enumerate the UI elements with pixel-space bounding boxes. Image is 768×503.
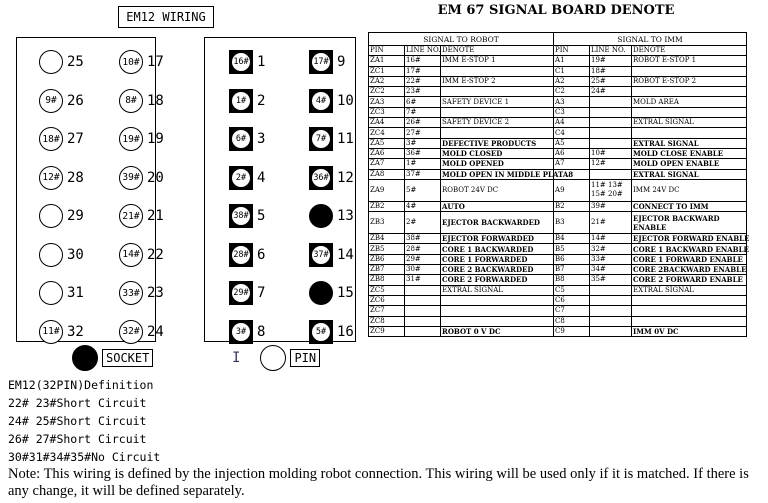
table-cell: ZB5 [369, 244, 405, 254]
table-cell: CORE 2 FORWARDED [441, 275, 554, 285]
table-row [369, 76, 747, 86]
pin-legend [232, 345, 320, 371]
table-cell: ZA3 [369, 97, 405, 107]
table-cell: 21# [590, 212, 632, 234]
table-cell: ZA8 [369, 169, 405, 179]
table-cell: ROBOT E-STOP 1 [632, 56, 747, 66]
table-cell: ZB3 [369, 212, 405, 234]
socket-pin-17 [119, 50, 164, 74]
table-cell: AUTO [441, 201, 554, 211]
pin-circle-icon: 3# [229, 320, 253, 344]
table-cell: ZA4 [369, 118, 405, 128]
pin-number: 22 [147, 246, 164, 263]
socket-legend [72, 345, 153, 371]
table-cell: C6 [554, 295, 590, 305]
pin-circle-icon: 4# [309, 89, 333, 113]
table-cell: IMM E-STOP 2 [441, 76, 554, 86]
table-cell: 30# [405, 265, 441, 275]
table-cell [632, 107, 747, 117]
pin-pin-7 [229, 281, 265, 305]
table-row [369, 201, 747, 211]
table-cell: ZB8 [369, 275, 405, 285]
pin-circle-icon: 5# [309, 320, 333, 344]
table-cell: EXTRAL SIGNAL [632, 169, 747, 179]
pin-circle-icon [39, 204, 63, 228]
pin-pin-11 [309, 127, 354, 151]
col-line-imm: LINE NO. [590, 46, 632, 56]
pin-number: 23 [147, 285, 164, 301]
table-cell [405, 326, 441, 336]
table-cell [590, 97, 632, 107]
table-cell [441, 316, 554, 326]
table-cell: 31# [405, 275, 441, 285]
table-cell: A9 [554, 179, 590, 201]
socket-pin-22 [119, 243, 164, 267]
col-line-robot: LINE NO. [406, 46, 441, 55]
pin-number: 16 [337, 323, 354, 340]
table-cell [632, 295, 747, 305]
definition-block [8, 376, 160, 466]
table-cell: A6 [554, 148, 590, 158]
table-cell: ZC7 [369, 306, 405, 316]
pin-number: 11 [337, 131, 354, 147]
table-cell: ZA9 [369, 179, 405, 201]
pin-number: 32 [67, 323, 84, 340]
socket-legend-label: SOCKET [102, 349, 153, 367]
table-cell: ZC9 [369, 326, 405, 336]
pin-circle-icon [309, 204, 333, 228]
pin-circle-icon: 19# [119, 127, 143, 151]
table-cell: 36# [405, 148, 441, 158]
table-cell: A4 [554, 118, 590, 128]
pin-circle-icon: 18# [39, 127, 63, 151]
table-cell: 27# [405, 128, 441, 138]
table-cell: MOLD OPENED [441, 159, 554, 169]
table-cell: 5# [405, 179, 441, 201]
table-cell: A2 [554, 76, 590, 86]
table-cell: ZA1 [369, 56, 405, 66]
table-cell: CONNECT TO IMM [632, 201, 747, 211]
socket-pin-21 [119, 204, 164, 228]
table-cell [441, 87, 554, 97]
socket-pin-19 [119, 127, 164, 151]
table-cell: 16# [405, 56, 441, 66]
table-cell [590, 295, 632, 305]
table-cell: B2 [554, 201, 590, 211]
table-row [369, 56, 747, 66]
pin-marker: I [232, 350, 241, 366]
pin-circle-icon: 8# [119, 89, 143, 113]
table-row [369, 179, 747, 201]
definition-line: 26# 27#Short Circuit [8, 432, 147, 446]
pin-circle-icon: 1# [229, 89, 253, 113]
pin-number: 20 [147, 169, 164, 186]
table-cell: A1 [554, 56, 590, 66]
table-cell [590, 326, 632, 336]
table-row [369, 169, 747, 179]
table-cell: MOLD OPEN ENABLE [632, 159, 747, 169]
em12-title: EM12 WIRING [118, 6, 214, 28]
table-cell: B3 [554, 212, 590, 234]
definition-line: 24# 25#Short Circuit [8, 414, 147, 428]
table-cell: ZB2 [369, 201, 405, 211]
table-cell: 28# [405, 244, 441, 254]
pin-circle-icon: 21# [119, 204, 143, 228]
pin-number: 8 [257, 323, 266, 340]
pin-pin-10 [309, 89, 354, 113]
table-row [369, 326, 747, 336]
socket-pin-32 [39, 320, 84, 344]
socket-pin-23 [119, 281, 164, 305]
table-cell: EJECTOR BACKWARDED [441, 212, 554, 234]
socket-pin-29 [39, 204, 84, 228]
table-cell: ZC5 [369, 285, 405, 295]
pin-legend-label: PIN [290, 349, 320, 367]
col-pin-robot: PIN [369, 46, 405, 56]
pin-pin-12 [309, 166, 354, 190]
pin-pin-8 [229, 320, 265, 344]
pin-circle-icon: 9# [39, 89, 63, 113]
table-cell: ZA7 [369, 159, 405, 169]
socket-pin-18 [119, 89, 164, 113]
socket-pin-30 [39, 243, 84, 267]
table-cell: 18# [590, 66, 632, 76]
table-cell [590, 285, 632, 295]
table-cell: 7# [405, 107, 441, 117]
table-cell: ZC4 [369, 128, 405, 138]
table-cell [590, 107, 632, 117]
table-cell: 39# [590, 201, 632, 211]
pin-number: 29 [67, 208, 84, 224]
table-cell [632, 306, 747, 316]
pin-number: 17 [147, 54, 164, 70]
table-cell: C2 [554, 87, 590, 97]
table-cell: ROBOT 24V DC [441, 179, 554, 201]
table-row [369, 244, 747, 254]
table-row [369, 87, 747, 97]
table-cell: B6 [554, 254, 590, 264]
table-cell: 17# [405, 66, 441, 76]
table-cell: EJECTOR FORWARD ENABLE [633, 234, 750, 244]
pin-number: 7 [257, 285, 266, 301]
table-cell: CORE 1 FORWARD ENABLE [632, 254, 747, 264]
table-cell [590, 306, 632, 316]
pin-number: 27 [67, 131, 84, 147]
socket-pin-27 [39, 127, 84, 151]
wiring-note: Note: This wiring is defined by the injection molding robot connection. This wiring will be used only if it is matched. If there is any change, it will be defined separately. [8, 466, 749, 499]
pin-number: 28 [67, 169, 84, 186]
pin-circle-icon: 16# [229, 50, 253, 74]
table-cell: 24# [590, 87, 632, 97]
socket-pin-28 [39, 166, 84, 190]
pin-pin-1 [229, 50, 265, 74]
table-row [369, 212, 747, 234]
table-cell: EXTRAL SIGNAL [632, 285, 747, 295]
pin-pin-4 [229, 166, 265, 190]
robot-header: SIGNAL TO ROBOT [369, 33, 554, 46]
pin-circle-icon: 36# [309, 166, 333, 190]
pin-number: 2 [257, 92, 266, 109]
table-cell: 32# [590, 244, 632, 254]
table-cell [590, 118, 632, 128]
table-cell: ROBOT 0 V DC [441, 326, 554, 336]
table-row [369, 234, 747, 244]
pin-number: 10 [337, 92, 354, 109]
table-cell: ZC1 [369, 66, 405, 76]
table-cell: B8 [554, 275, 590, 285]
pin-circle-icon: 37# [309, 243, 333, 267]
table-row [369, 295, 747, 305]
pin-pin-2 [229, 89, 265, 113]
pin-number: 19 [147, 131, 164, 147]
table-cell [590, 138, 632, 148]
col-denote-robot: DENOTE [441, 46, 554, 56]
signal-table [368, 32, 750, 337]
pin-number: 4 [257, 169, 266, 186]
pin-circle-icon: 7# [309, 127, 333, 151]
table-cell: 3# [405, 138, 441, 148]
table-cell: B4 [554, 234, 590, 244]
table-row [369, 148, 747, 158]
pin-circle-icon [39, 281, 63, 305]
table-row [369, 66, 747, 76]
table-cell [632, 316, 747, 326]
pin-circle-icon: 11# [39, 320, 63, 344]
pin-pin-9 [309, 50, 345, 74]
pin-circle-icon: 33# [119, 281, 143, 305]
table-cell: 6# [405, 97, 441, 107]
pin-number: 30 [67, 246, 84, 263]
table-cell: 4# [405, 201, 441, 211]
pin-pin-13 [309, 204, 354, 228]
table-row [369, 254, 747, 264]
table-cell [405, 306, 441, 316]
table-row [369, 138, 747, 148]
table-cell [632, 87, 747, 97]
table-cell: CORE 1 BACKWARDED [441, 244, 554, 254]
pin-number: 5 [257, 208, 266, 224]
table-cell [441, 306, 554, 316]
pin-pin-16 [309, 320, 354, 344]
table-cell: ZB7 [369, 265, 405, 275]
socket-pin-25 [39, 50, 84, 74]
table-cell: 26# [405, 118, 441, 128]
table-cell [441, 107, 554, 117]
table-cell: ZC8 [369, 316, 405, 326]
table-cell [405, 316, 441, 326]
pin-number: 13 [337, 208, 354, 224]
table-cell: IMM E-STOP 1 [441, 56, 554, 66]
table-cell: MOLD CLOSED [441, 148, 554, 158]
table-cell: 33# [590, 254, 632, 264]
pin-number: 9 [337, 54, 346, 70]
pin-pin-15 [309, 281, 354, 305]
pin-pin-3 [229, 127, 265, 151]
pin-circle-icon: 17# [309, 50, 333, 74]
pin-number: 1 [257, 54, 266, 70]
table-row [369, 118, 747, 128]
table-cell: ZC6 [369, 295, 405, 305]
table-cell: C4 [554, 128, 590, 138]
table-cell: EJECTOR BACKWARD ENABLE [632, 212, 747, 234]
pin-circle-icon: 12# [39, 166, 63, 190]
table-cell: CORE 1 FORWARDED [441, 254, 554, 264]
pin-number: 21 [147, 208, 164, 224]
table-cell: C8 [554, 316, 590, 326]
socket-pin-20 [119, 166, 164, 190]
table-cell: MOLD CLOSE ENABLE [632, 148, 747, 158]
table-cell: EXTRAL SIGNAL [632, 118, 747, 128]
table-cell: ZA6 [369, 148, 405, 158]
pin-circle-icon: 28# [229, 243, 253, 267]
table-cell: MOLD AREA [632, 97, 747, 107]
pin-number: 18 [147, 92, 164, 109]
table-cell: C5 [554, 285, 590, 295]
pin-circle-icon [309, 281, 333, 305]
table-cell [405, 295, 441, 305]
table-cell [590, 316, 632, 326]
table-cell: EJECTOR FORWARDED [441, 234, 554, 244]
pin-number: 14 [337, 246, 354, 263]
table-cell: ROBOT E-STOP 2 [632, 76, 747, 86]
table-cell: 34# [590, 265, 632, 275]
pin-circle-icon: 39# [119, 166, 143, 190]
table-cell: MOLD OPEN IN MIDDLE PLATA8 [442, 169, 574, 179]
socket-symbol-icon [72, 345, 98, 371]
table-cell: ZA5 [369, 138, 405, 148]
pin-number: 24 [147, 323, 164, 340]
table-cell: ZB6 [369, 254, 405, 264]
table-cell: SAFETY DEVICE 1 [441, 97, 554, 107]
table-cell: C9 [554, 326, 590, 336]
table-row [369, 285, 747, 295]
table-cell: A3 [554, 97, 590, 107]
table-cell: 37# [405, 169, 441, 179]
table-cell [590, 128, 632, 138]
socket-pin-24 [119, 320, 164, 344]
table-cell: CORE 2 BACKWARDED [441, 265, 554, 275]
table-cell: 25# [590, 76, 632, 86]
table-cell: ZC3 [369, 107, 405, 117]
pin-number: 25 [67, 54, 84, 70]
pin-number: 31 [67, 285, 84, 301]
table-row [369, 97, 747, 107]
table-cell: 35# [590, 275, 632, 285]
pin-number: 26 [67, 92, 84, 109]
table-cell: A7 [554, 159, 590, 169]
table-cell: 38# [405, 234, 441, 244]
pin-pin-5 [229, 204, 265, 228]
pin-symbol-icon [260, 345, 286, 371]
table-cell: 22# [405, 76, 441, 86]
pin-circle-icon: 10# [119, 50, 143, 74]
table-cell: 19# [590, 56, 632, 66]
imm-header: SIGNAL TO IMM [554, 33, 747, 46]
table-row [369, 265, 747, 275]
table-cell: ZB4 [369, 234, 405, 244]
col-pin-imm: PIN [554, 46, 590, 56]
table-row [369, 316, 747, 326]
table-cell: B5 [554, 244, 590, 254]
table-cell [441, 128, 554, 138]
pin-circle-icon: 38# [229, 204, 253, 228]
pin-number: 3 [257, 131, 266, 147]
table-cell: CORE 2 FORWARD ENABLE [632, 275, 747, 285]
table-cell: 2# [405, 212, 441, 234]
table-cell [405, 285, 441, 295]
col-denote-imm: DENOTE [632, 46, 747, 56]
table-cell: DEFECTIVE PRODUCTS [441, 138, 554, 148]
table-cell: C3 [554, 107, 590, 117]
table-cell: 14# [590, 234, 632, 244]
table-cell: ZC2 [369, 87, 405, 97]
table-cell [632, 128, 747, 138]
table-cell: 12# [590, 159, 632, 169]
table-cell [590, 169, 632, 179]
socket-pin-26 [39, 89, 84, 113]
pin-circle-icon: 6# [229, 127, 253, 151]
pin-number: 6 [257, 246, 266, 263]
socket-pin-31 [39, 281, 84, 305]
definition-line: EM12(32PIN)Definition [8, 378, 154, 392]
table-cell: IMM 0V DC [632, 326, 747, 336]
table-cell: A5 [554, 138, 590, 148]
table-cell: 11# 13# 15# 20# [590, 179, 632, 201]
table-row [369, 128, 747, 138]
pin-circle-icon [39, 243, 63, 267]
table-cell: CORE 1 BACKWARD ENABLE [633, 244, 749, 254]
table-cell [441, 66, 554, 76]
table-cell: CORE 2BACKWARD ENABLE [633, 265, 747, 275]
pin-number: 15 [337, 285, 354, 301]
table-cell: EXTRAL SIGNAL [441, 285, 554, 295]
definition-line: 22# 23#Short Circuit [8, 396, 147, 410]
table-cell: 1# [405, 159, 441, 169]
table-cell: C7 [554, 306, 590, 316]
table-row [369, 306, 747, 316]
table-cell: B7 [554, 265, 590, 275]
table-row [369, 107, 747, 117]
pin-pin-14 [309, 243, 354, 267]
pin-circle-icon: 29# [229, 281, 253, 305]
table-cell: 29# [405, 254, 441, 264]
pin-circle-icon [39, 50, 63, 74]
pin-circle-icon: 14# [119, 243, 143, 267]
table-cell: SAFETY DEVICE 2 [441, 118, 554, 128]
pin-circle-icon: 32# [119, 320, 143, 344]
table-row [369, 159, 747, 169]
pin-pin-6 [229, 243, 265, 267]
definition-line: 30#31#34#35#No Circuit [8, 450, 161, 464]
table-cell: EXTRAL SIGNAL [632, 138, 747, 148]
pin-circle-icon: 2# [229, 166, 253, 190]
pin-number: 12 [337, 169, 354, 186]
table-cell: 23# [405, 87, 441, 97]
table-cell: ZA2 [369, 76, 405, 86]
table-cell [632, 66, 747, 76]
table-cell: C1 [554, 66, 590, 76]
table-cell: IMM 24V DC [632, 179, 747, 201]
signal-board-title: EM 67 SIGNAL BOARD DENOTE [437, 3, 675, 18]
table-cell [441, 295, 554, 305]
table-row [369, 275, 747, 285]
table-cell: 10# [590, 148, 632, 158]
